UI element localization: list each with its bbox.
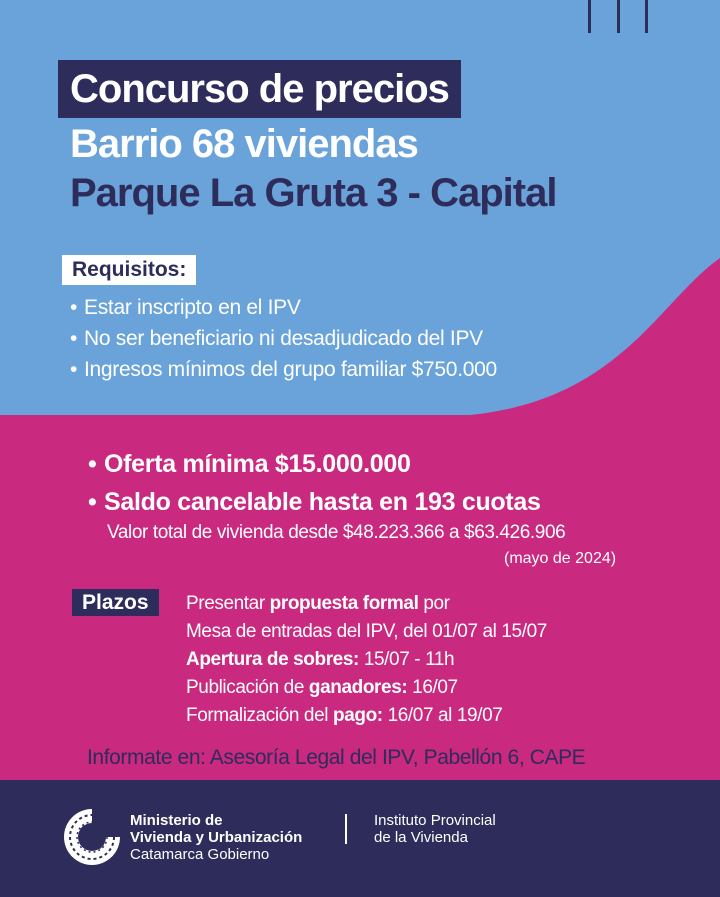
ipv-name: Instituto Provincial de la Vivienda [374, 812, 496, 846]
catamarca-c-logo-icon [60, 805, 124, 869]
subtitle-location: Parque La Gruta 3 - Capital [70, 171, 557, 215]
page-title: Concurso de precios [58, 60, 461, 118]
plazos-line-5: Formalización del pago: 16/07 al 19/07 [186, 705, 503, 726]
list-item: • No ser beneficiario ni desadjudicado del IPV [70, 323, 497, 354]
requisitos-label: Requisitos: [62, 255, 196, 285]
requisitos-list [70, 292, 497, 385]
plazos-label: Plazos [72, 589, 159, 616]
bullet-icon: • [70, 358, 78, 381]
ministry-name: Ministerio de Vivienda y Urbanización Catamarca Gobierno [130, 812, 303, 863]
informate-text: Informate en: Asesoría Legal del IPV, Pabellón 6, CAPE [87, 746, 586, 769]
subtitle-barrio: Barrio 68 viviendas [70, 122, 418, 166]
bullet-icon: • [70, 296, 78, 319]
plazos-line-1: Presentar propuesta formal por [186, 593, 450, 614]
decorative-line [645, 0, 648, 33]
plazos-line-4: Publicación de ganadores: 16/07 [186, 677, 458, 698]
bullet-icon: • [88, 488, 97, 516]
plazos-line-3: Apertura de sobres: 15/07 - 11h [186, 649, 455, 670]
decorative-line [588, 0, 591, 33]
list-item: • Ingresos mínimos del grupo familiar $750.000 [70, 354, 497, 385]
valor-fecha: (mayo de 2024) [504, 550, 617, 567]
oferta-minima: • Oferta mínima $15.000.000 [88, 450, 411, 478]
saldo-cancelable: • Saldo cancelable hasta en 193 cuotas [88, 488, 541, 516]
valor-total: Valor total de vivienda desde $48.223.366 a $63.426.906 [107, 522, 566, 543]
bullet-icon: • [70, 327, 78, 350]
list-item: • Estar inscripto en el IPV [70, 292, 497, 323]
decorative-line [617, 0, 620, 33]
plazos-line-2: Mesa de entradas del IPV, del 01/07 al 15/07 [186, 621, 547, 642]
bullet-icon: • [88, 450, 97, 478]
footer-divider [345, 814, 347, 844]
